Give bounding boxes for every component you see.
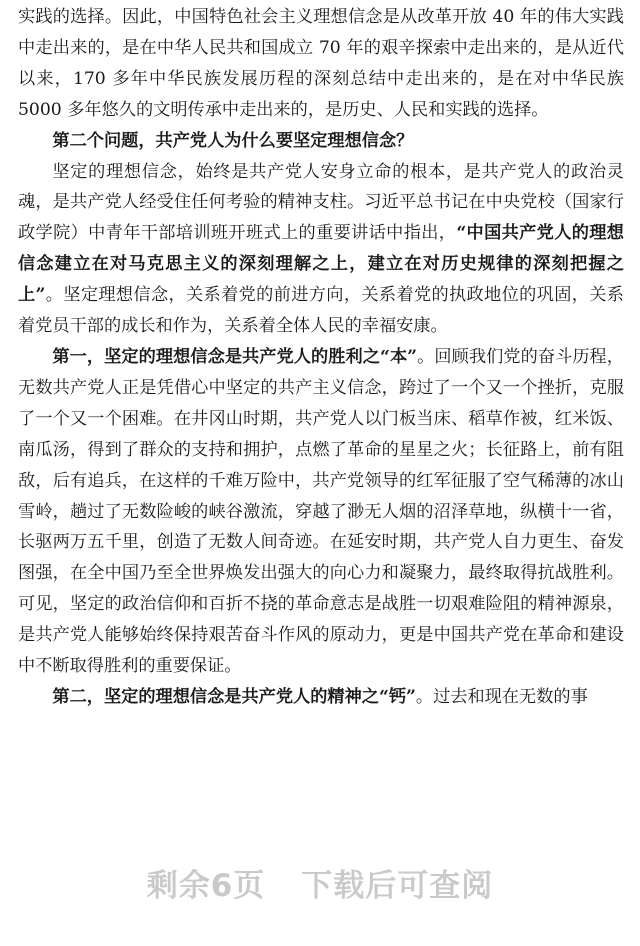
section-heading-2: 第二个问题，共产党人为什么要坚定理想信念？ bbox=[52, 130, 414, 151]
document-body bbox=[18, 2, 624, 713]
paragraph-5-lead: 第二，坚定的理想信念是共产党人的精神之“钙” bbox=[52, 686, 416, 707]
download-banner[interactable] bbox=[0, 860, 640, 905]
paragraph-4 bbox=[18, 342, 624, 682]
paragraph-3-text-b: 。坚定理想信念，关系着党的前进方向，关系着党的执政地位的巩固，关系着党员干部的成长和作为，关系着全体人民的幸福安康。 bbox=[18, 285, 624, 337]
remaining-pages-label: 剩余6页 bbox=[146, 868, 266, 904]
paragraph-5-body: 。过去和现在无数的事 bbox=[415, 686, 588, 707]
paragraph-3 bbox=[18, 157, 624, 342]
paragraph-3-text-a: 坚定的理想信念，始终是共产党人安身立命的根本，是共产党人的政治灵魂，是共产党人经受住任何考验的精神支柱。习近平总书记在中央党校（国家行政学院）中青年干部培训班开班式上的重要讲话中指出， bbox=[18, 161, 624, 244]
paragraph-3-quote: “中国共产党人的理想信念建立在对马克思主义的深刻理解之上，建立在对历史规律的深刻把握之上” bbox=[18, 223, 624, 306]
paragraph-5 bbox=[18, 682, 624, 713]
download-to-read-label: 下载后可查阅 bbox=[301, 868, 494, 904]
paragraph-4-lead: 第一，坚定的理想信念是共产党人的胜利之“本” bbox=[52, 346, 418, 367]
paragraph-1: 实践的选择。因此，中国特色社会主义理想信念是从改革开放 40 年的伟大实践中走出来的，是在中华人民共和国成立 70 年的艰辛探索中走出来的，是从近代以来，170 多年中华民族发展历程的深刻总结中走出来的，是在对中华民族 5000 多年悠久的文明传承中走出来的，是历史、人民和实践的选择。 bbox=[18, 7, 624, 120]
paragraph-4-body: 。回顾我们党的奋斗历程，无数共产党人正是凭借心中坚定的共产主义信念，跨过了一个又一个挫折，克服了一个又一个困难。在井冈山时期，共产党人以门板当床、稻草作被，红米饭、南瓜汤，得到了群众的支持和拥护，点燃了革命的星星之火；长征路上，前有阻敌，后有追兵，在这样的千难万险中，共产党领导的红军征服了空气稀薄的冰山雪岭，趟过了无数险峻的峡谷激流，穿越了渺无人烟的沼泽草地，纵横十一省，长驱两万五千里，创造了无数人间奇迹。在延安时期，共产党人自力更生、奋发图强，在全中国乃至全世界焕发出强大的向心力和凝聚力，最终取得抗战胜利。可见，坚定的政治信仰和百折不挠的革命意志是战胜一切艰难险阻的精神源泉，是共产党人能够始终保持艰苦奋斗作风的原动力，更是中国共产党在革命和建设中不断取得胜利的重要保证。 bbox=[18, 346, 624, 677]
